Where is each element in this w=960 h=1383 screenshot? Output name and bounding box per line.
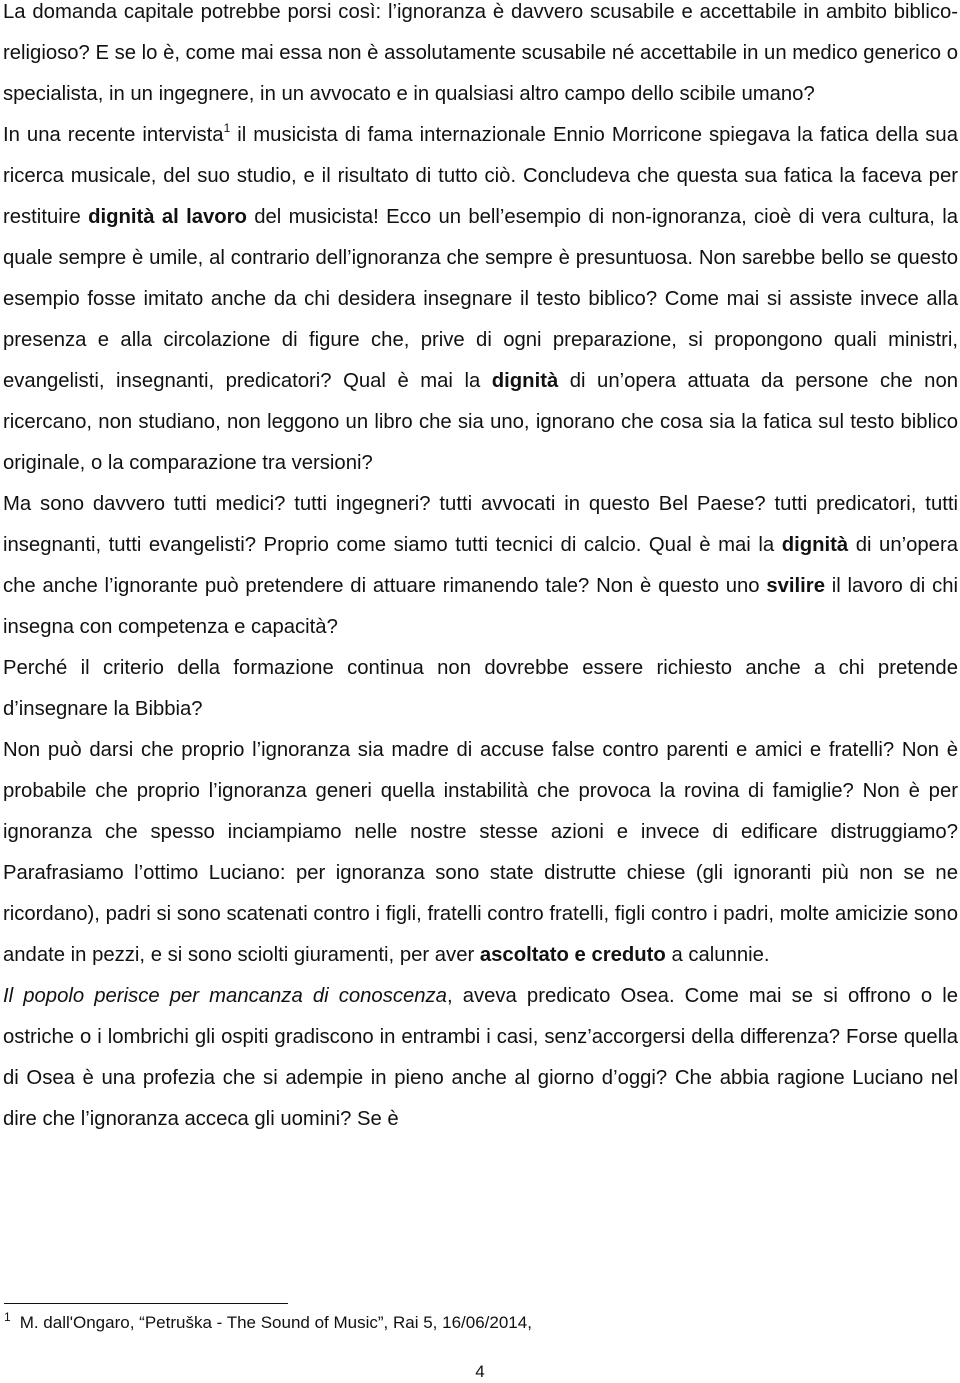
paragraph-5 [3,730,958,976]
paragraph-3-text-2: di un’opera che anche l’ignorante può pretendere di attuare rimanendo tale? Non è questo uno [3,534,958,597]
paragraph-1: La domanda capitale potrebbe porsi così: l’ignoranza è davvero scusabile e accettabile in ambito biblico-religioso? E se lo è, come mai essa non è assolutamente scusabile né accettabile in un medico generico o specialista, in un ingegnere, in un avvocato e in qualsiasi altro campo dello scibile umano? [3,1,958,105]
paragraph-6-text-1: , aveva predicato Osea. Come mai se si offrono o le ostriche o i lombrichi gli ospiti gradiscono in entrambi i casi, senz’accorgersi della differenza? Forse quella di Osea è una profezia che si adempie in pieno anche al giorno d’oggi? Che abbia ragione Luciano nel dire che l’ignoranza acceca gli uomini? Se è [3,985,958,1130]
paragraph-2-text-2: il musicista di fama internazionale Ennio Morricone spiegava la fatica della sua ricerca musicale, del suo studio, e il risultato di tutto ciò. Concludeva che questa sua fatica la faceva per restituire [3,124,958,228]
paragraph-2-text-4: di un’opera attuata da persone che non ricercano, non studiano, non leggono un libro che sia uno, ignorano che cosa sia la fatica sul testo biblico originale, o la comparazione tra versioni? [3,370,958,474]
paragraph-2 [3,115,958,484]
footnote-divider [4,1303,288,1304]
page-number: 4 [475,1362,485,1381]
emphasis-quote-osea: Il popolo perisce per mancanza di conoscenza [3,985,447,1007]
footnote [4,1312,532,1334]
paragraph-5-text-1: Non può darsi che proprio l’ignoranza sia madre di accuse false contro parenti e amici e fratelli? Non è probabile che proprio l’ignoranza generi quella instabilità che provoca la rovina di famiglie? Non è per ignoranza che spesso inciampiamo nelle nostre stesse azioni e invece di edificare distruggiamo? Parafrasiamo l’ottimo Luciano: per ignoranza sono state distrutte chiese (gli ignoranti più non se ne ricordano), padri si sono scatenati contro i figli, fratelli contro fratelli, figli contro i padri, molte amicizie sono andate in pezzi, e si sono sciolti giuramenti, per aver [3,739,958,966]
paragraph-2-text-1: In una recente intervista [3,124,224,146]
footnote-text: M. dall'Ongaro, “Petruška - The Sound of Music”, Rai 5, 16/06/2014, [19,1313,532,1332]
emphasis-dignita-al-lavoro: dignità al lavoro [88,206,247,228]
paragraph-3-text-1: Ma sono davvero tutti medici? tutti ingegneri? tutti avvocati in questo Bel Paese? tutti predicatori, tutti insegnanti, tutti evangelisti? Proprio come siamo tutti tecnici di calcio. Qual è mai la [3,493,958,556]
paragraph-5-text-2: a calunnie. [665,944,770,966]
emphasis-ascoltato-e-creduto: ascoltato e creduto [479,944,666,966]
paragraph-4: Perché il criterio della formazione continua non dovrebbe essere richiesto anche a chi pretende d’insegnare la Bibbia? [3,657,958,720]
paragraph-6 [3,976,958,1140]
emphasis-dignita: dignità [491,370,559,392]
footnote-number: 1 [4,1310,11,1324]
paragraph-3-text-3: il lavoro di chi insegna con competenza e capacità? [3,575,958,638]
paragraph-2-text-3: del musicista! Ecco un bell’esempio di non-ignoranza, cioè di vera cultura, la quale sempre è umile, al contrario dell’ignoranza che sempre è presuntuosa. Non sarebbe bello se questo esempio fosse imitato anche da chi desidera insegnare il testo biblico? Come mai si assiste invece alla presenza e alla circolazione di figure che, prive di ogni preparazione, si propongono quali ministri, evangelisti, insegnanti, predicatori? Qual è mai la [3,206,958,392]
emphasis-svilire: svilire [766,575,825,597]
emphasis-dignita-2: dignità [781,534,849,556]
paragraph-3 [3,484,958,648]
footnote-reference[interactable]: 1 [223,121,231,135]
body-text [3,0,958,1140]
